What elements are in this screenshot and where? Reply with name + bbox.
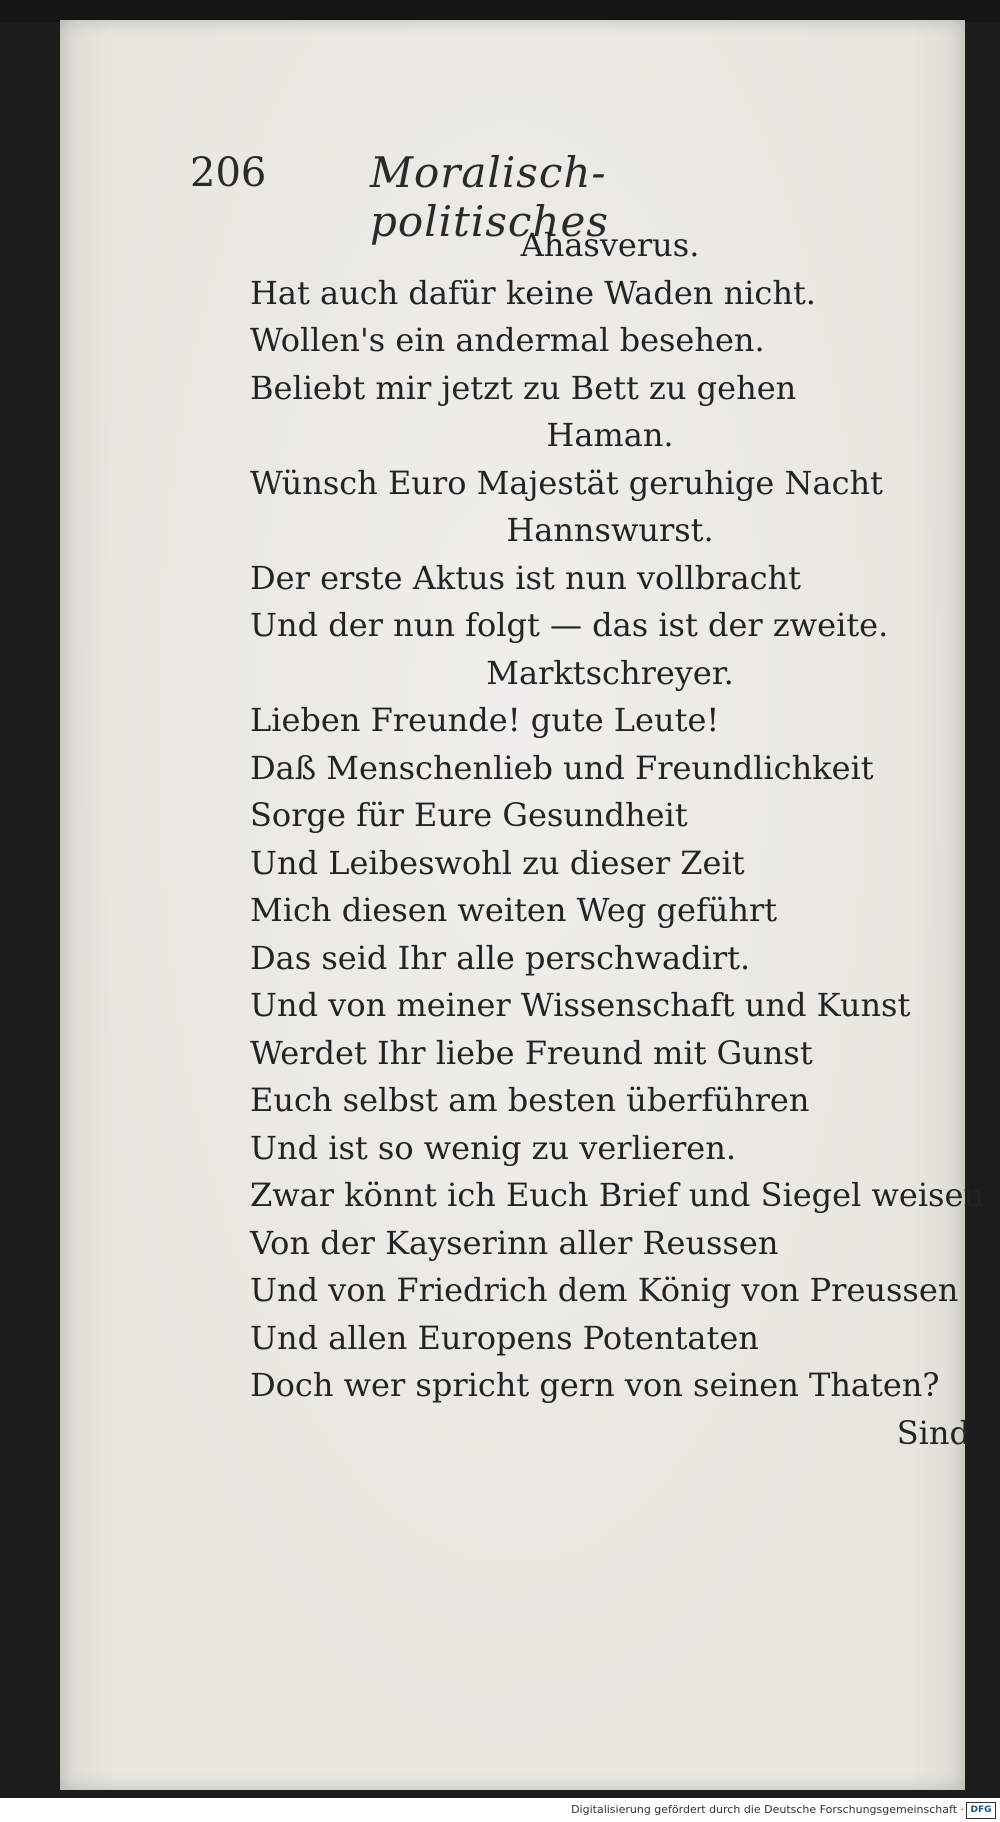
verse-line: Und allen Europens Potentaten [250,1318,759,1357]
text-block [250,222,985,1457]
catchword: Sind [896,1413,970,1452]
speaker-name: Haman. [546,416,674,454]
verse-line: Von der Kayserinn aller Reussen [250,1223,779,1262]
speaker-name: Hannswurst. [506,511,714,549]
verse-line: Beliebt mir jetzt zu Bett zu gehen [250,368,797,407]
verse-line: Wünsch Euro Majestät geruhige Nacht [250,463,883,502]
speaker-name: Marktschreyer. [486,653,734,692]
verse-line: Zwar könnt ich Euch Brief und Siegel weisen [250,1176,985,1214]
verse-line: Hat auch dafür keine Waden nicht. [250,273,816,312]
verse-line: Doch wer spricht gern von seinen Thaten? [250,1366,940,1404]
verse-line: Wollen's ein andermal besehen. [250,321,765,359]
verse-line: Und Leibeswohl zu dieser Zeit [250,843,745,882]
verse-line: Und von meiner Wissenschaft und Kunst [250,986,911,1024]
running-head-title: Moralisch-politisches [370,148,609,246]
page-number: 206 [190,150,267,196]
footer-credit: Digitalisierung gefördert durch die Deutsche Forschungsgemeinschaft · [571,1803,964,1816]
verse-line: Werdet Ihr liebe Freund mit Gunst [250,1033,813,1072]
verse-line: Daß Menschenlieb und Freundlichkeit [250,748,874,787]
verse-line: Lieben Freunde! gute Leute! [250,701,720,739]
verse-line: Mich diesen weiten Weg geführt [250,891,778,929]
verse-line: Und ist so wenig zu verlieren. [250,1128,736,1167]
verse-line: Und der nun folgt — das ist der zweite. [250,606,889,644]
verse-line: Das seid Ihr alle perschwadirt. [250,938,751,977]
verse-line: Sorge für Eure Gesundheit [250,796,688,834]
scan-edge-top [0,0,1000,22]
dfg-logo: DFG [966,1802,996,1819]
verse-line: Euch selbst am besten überführen [250,1081,810,1119]
digitization-footer [0,1798,1000,1822]
speaker-name: Ahasverus. [520,226,700,264]
verse-line: Und von Friedrich dem König von Preussen [250,1271,959,1309]
verse-line: Der erste Aktus ist nun vollbracht [250,558,801,597]
